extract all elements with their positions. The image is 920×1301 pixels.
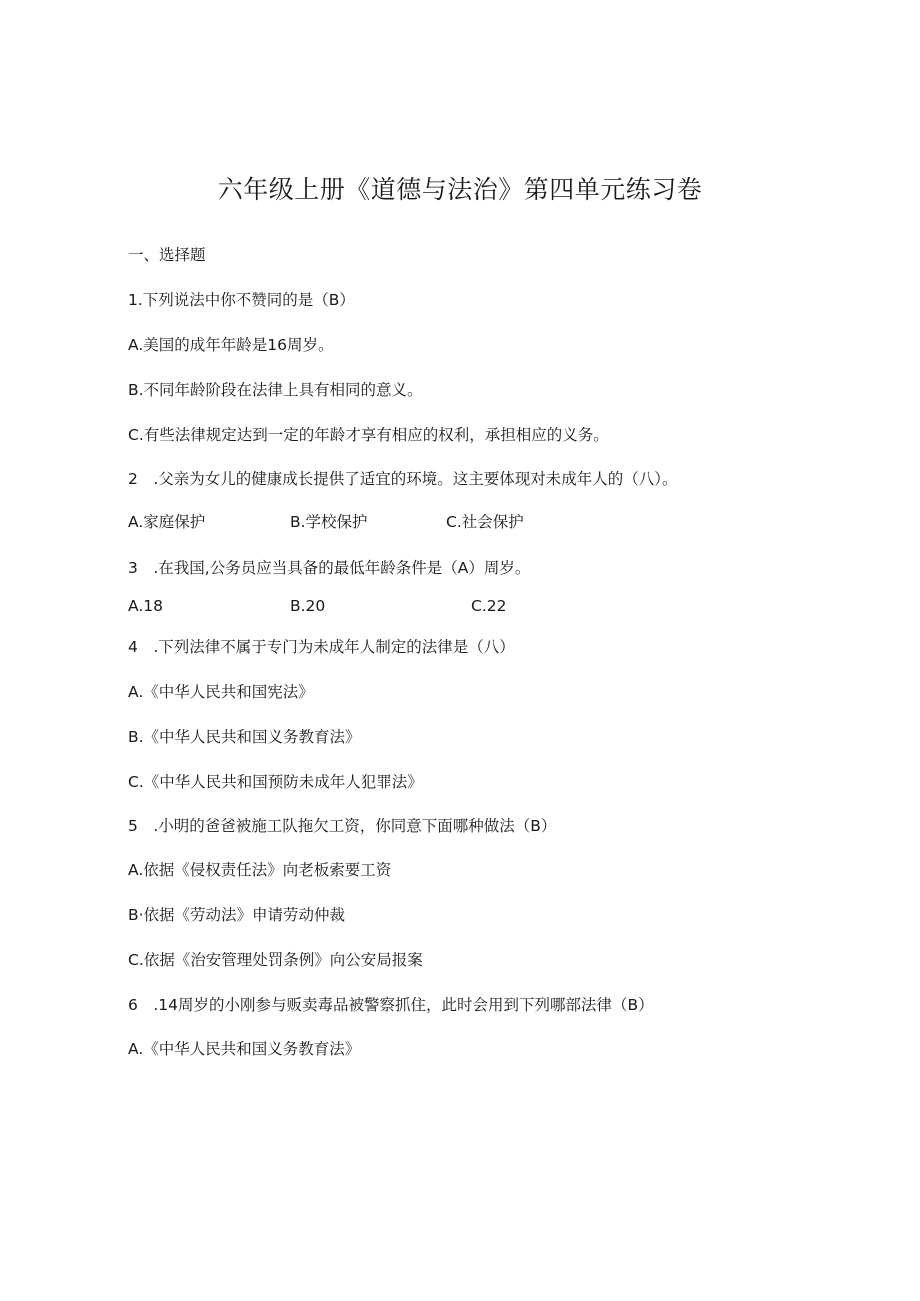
question-4-option-b: B.《中华人民共和国义务教育法》	[128, 728, 361, 746]
section-heading: 一、选择题	[128, 246, 206, 264]
question-3-stem: 3 .在我国,公务员应当具备的最低年龄条件是（A）周岁。	[128, 559, 531, 577]
question-5-option-b: B·依据《劳动法》申请劳动仲裁	[128, 906, 346, 924]
question-2-option-b: B.学校保护	[290, 513, 368, 531]
question-1-option-a: A.美国的成年年龄是16周岁。	[128, 336, 334, 354]
question-4-stem: 4 .下列法律不属于专门为未成年人制定的法律是（八）	[128, 638, 515, 656]
question-5-option-c: C.依据《治安管理处罚条例》向公安局报案	[128, 951, 423, 969]
question-1-stem: 1.下列说法中你不赞同的是（B）	[128, 291, 355, 309]
question-1-option-c: C.有些法律规定达到一定的年龄才享有相应的权利，承担相应的义务。	[128, 426, 609, 444]
question-5-stem: 5 .小明的爸爸被施工队拖欠工资，你同意下面哪种做法（B）	[128, 817, 557, 835]
question-1-option-b: B.不同年龄阶段在法律上具有相同的意义。	[128, 381, 423, 399]
question-4-option-c: C.《中华人民共和国预防未成年人犯罪法》	[128, 773, 423, 791]
question-2-options	[128, 510, 688, 534]
question-2-option-c: C.社会保护	[446, 513, 524, 531]
page-title: 六年级上册《道德与法治》第四单元练习卷	[217, 175, 703, 204]
question-3-option-a: A.18	[128, 597, 163, 615]
question-5-option-a: A.依据《侵权责任法》向老板索要工资	[128, 861, 392, 879]
question-6-stem: 6 .14周岁的小刚参与贩卖毒品被警察抓住，此时会用到下列哪部法律（B）	[128, 996, 654, 1014]
question-3-options	[128, 594, 688, 618]
question-3-option-c: C.22	[471, 597, 507, 615]
question-4-option-a: A.《中华人民共和国宪法》	[128, 683, 314, 701]
question-2-stem: 2 .父亲为女儿的健康成长提供了适宜的环境。这主要体现对未成年人的（八）。	[128, 470, 678, 488]
question-6-option-a: A.《中华人民共和国义务教育法》	[128, 1040, 361, 1058]
question-3-option-b: B.20	[290, 597, 326, 615]
question-2-option-a: A.家庭保护	[128, 513, 206, 531]
